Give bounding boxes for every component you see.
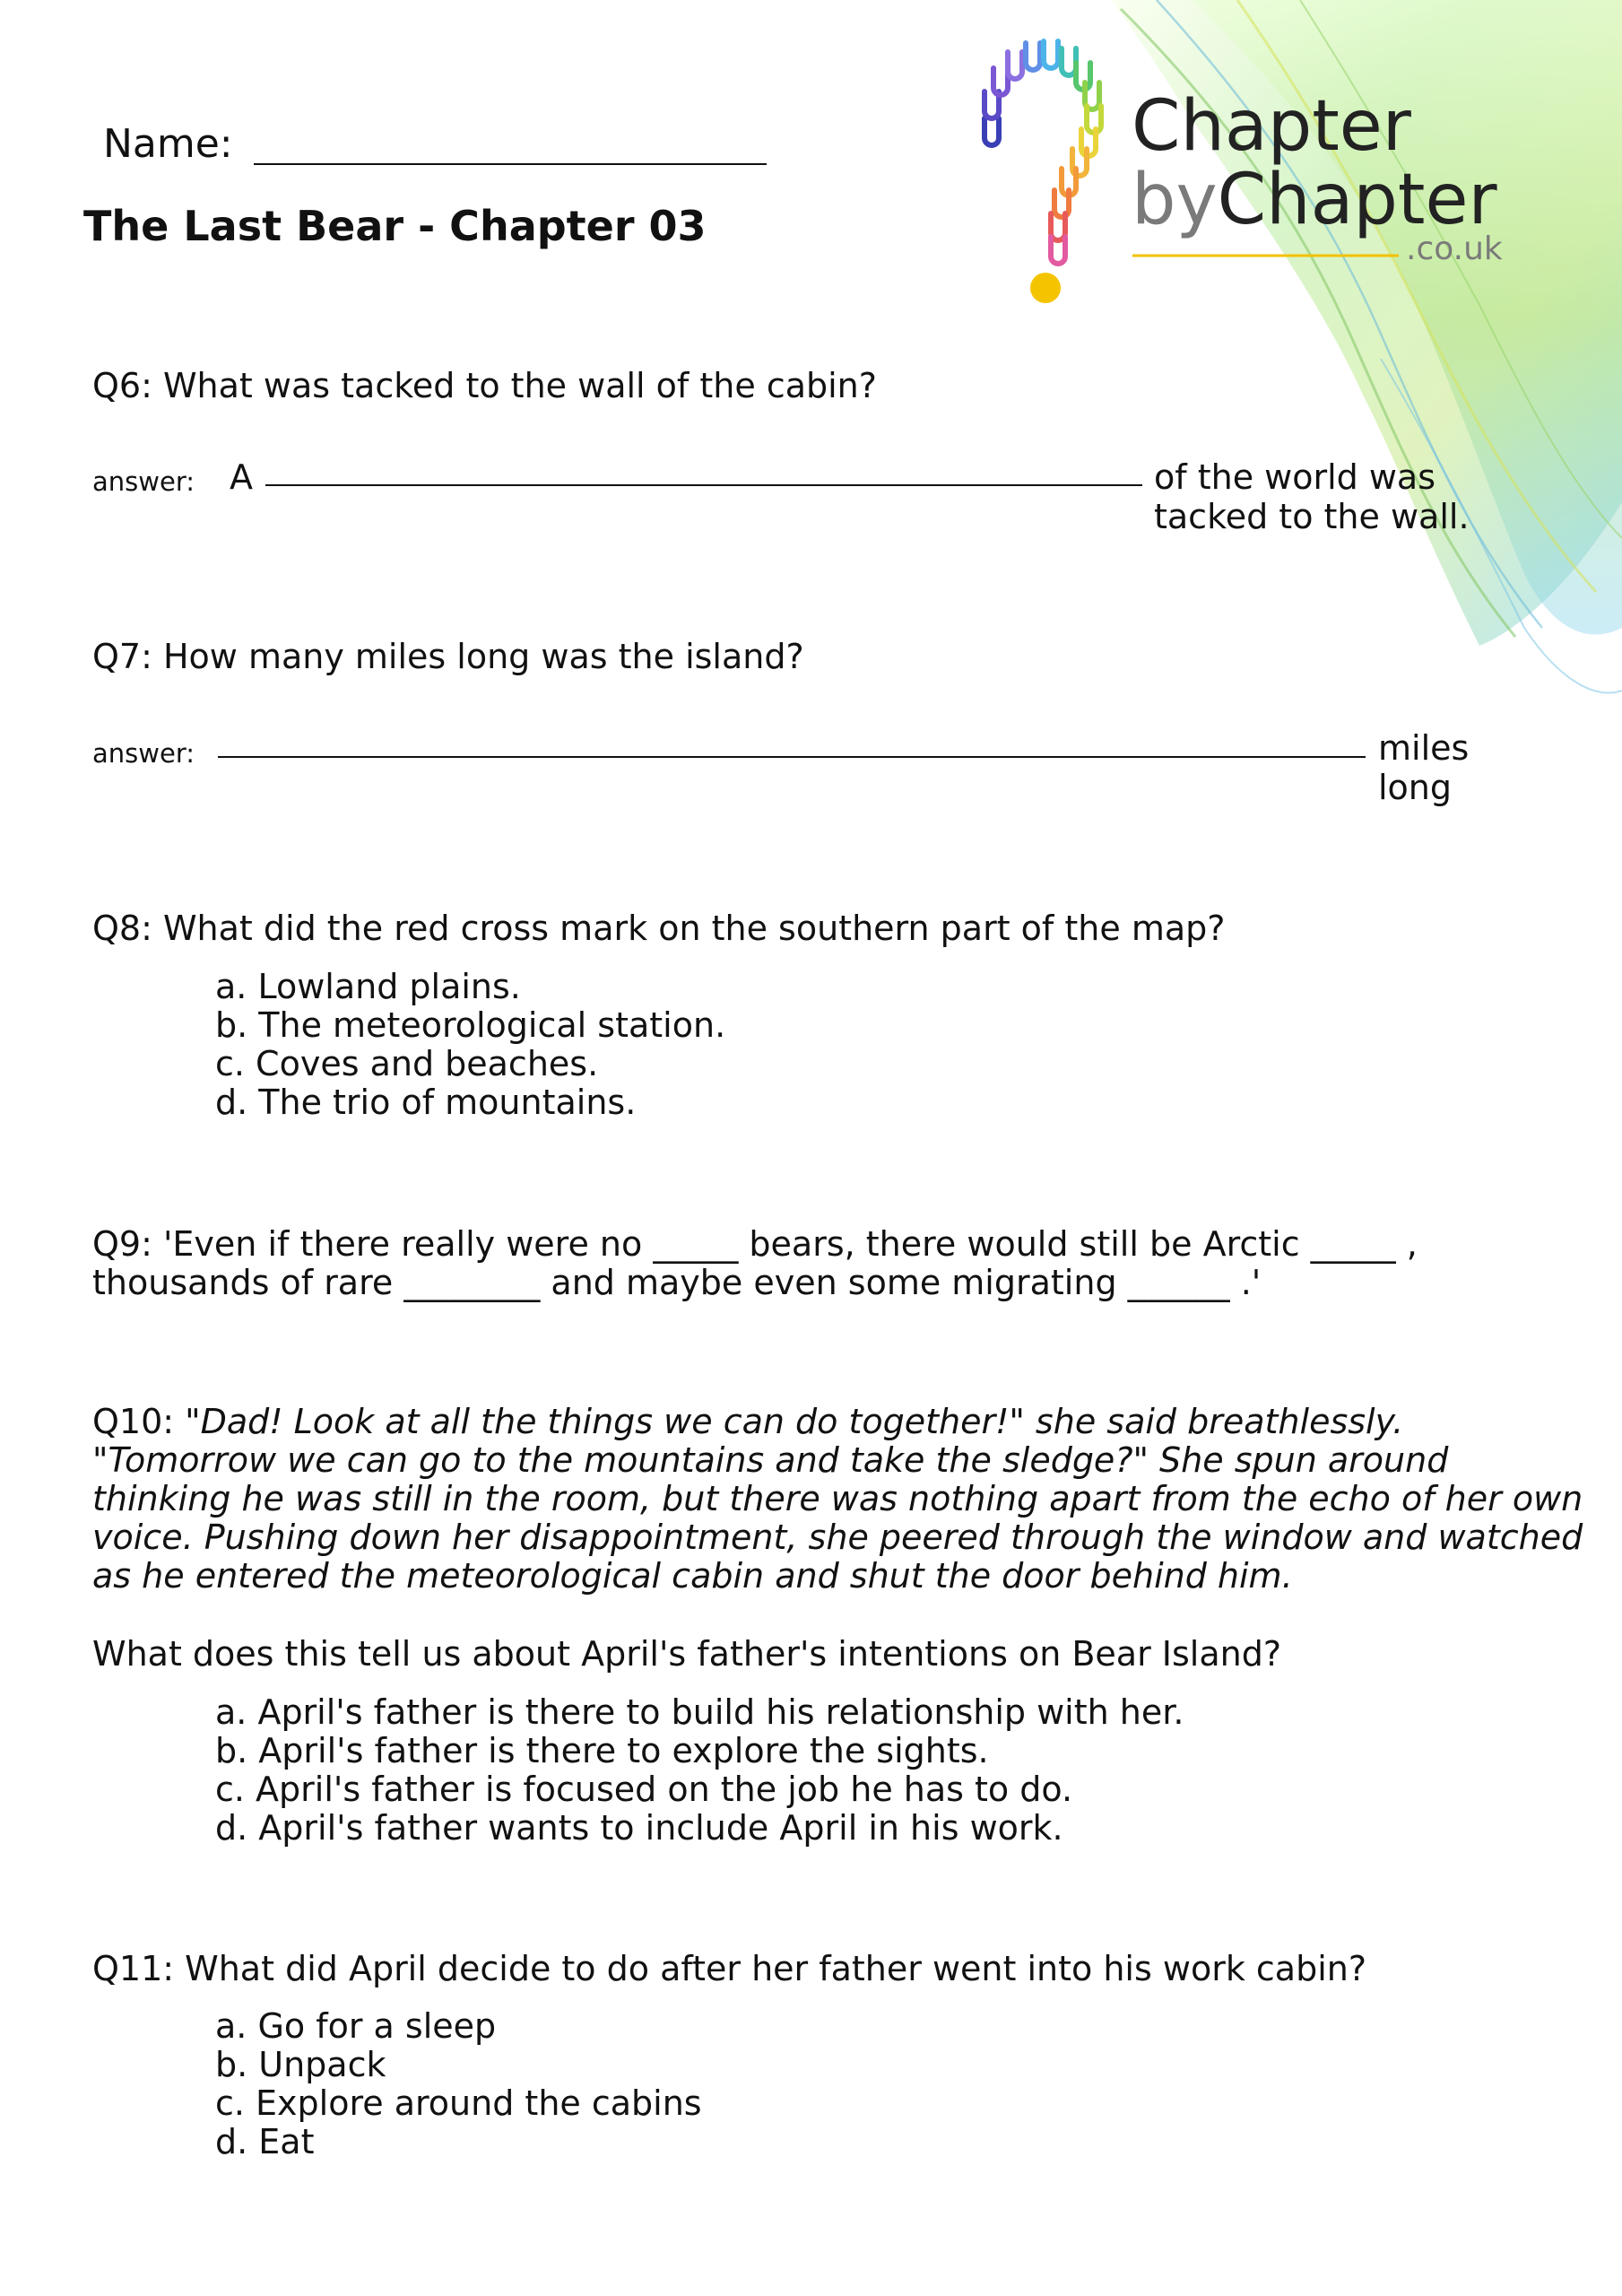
q10-passage-line-1 xyxy=(92,1402,1403,1441)
logo-domain-text: .co.uk xyxy=(1406,230,1503,267)
q6-answer-suffix-1: of the world was xyxy=(1154,457,1436,497)
q7-answer-suffix-2: long xyxy=(1378,768,1453,807)
q7-answer-line[interactable] xyxy=(218,756,1366,758)
q6-answer-prefix: A xyxy=(230,457,253,497)
q11-option-d[interactable]: d. Eat xyxy=(215,2122,315,2161)
q8-option-a[interactable]: a. Lowland plains. xyxy=(215,967,521,1006)
q7-answer-suffix-1: miles xyxy=(1378,728,1470,768)
q10-passage-line-3: thinking he was still in the room, but there was nothing apart from the echo of her own xyxy=(92,1479,1583,1518)
q11-option-a[interactable]: a. Go for a sleep xyxy=(215,2006,497,2046)
logo-chapter-text: Chapter xyxy=(1132,86,1411,167)
q10-option-c[interactable]: c. April's father is focused on the job he has to do. xyxy=(215,1770,1073,1809)
q10-option-d[interactable]: d. April's father wants to include April in his work. xyxy=(215,1808,1063,1848)
q10-passage-text-1: "Dad! Look at all the things we can do together!" she said breathlessly. xyxy=(185,1402,1404,1441)
q8-option-c[interactable]: c. Coves and beaches. xyxy=(215,1044,599,1083)
q6-answer-suffix-2: tacked to the wall. xyxy=(1154,497,1470,536)
q8-option-b[interactable]: b. The meteorological station. xyxy=(215,1005,726,1045)
q10-label: Q10: xyxy=(92,1402,186,1441)
q11-option-c[interactable]: c. Explore around the cabins xyxy=(215,2083,702,2123)
q10-passage-line-4: voice. Pushing down her disappointment, she peered through the window and watched xyxy=(92,1518,1583,1557)
name-input-line[interactable] xyxy=(254,163,767,165)
q10-passage-line-2: "Tomorrow we can go to the mountains and take the sledge?" She spun around xyxy=(92,1440,1449,1480)
q7-question: Q7: How many miles long was the island? xyxy=(92,637,804,676)
q10-option-a[interactable]: a. April's father is there to build his relationship with her. xyxy=(215,1692,1184,1732)
q8-question: Q8: What did the red cross mark on the southern part of the map? xyxy=(92,909,1226,948)
logo-bychapter-text xyxy=(1132,161,1497,239)
q7-answer-label: answer: xyxy=(92,738,195,769)
q10-passage-line-5: as he entered the meteorological cabin and shut the door behind him. xyxy=(92,1556,1293,1596)
logo-dot xyxy=(1030,273,1061,303)
q6-question: Q6: What was tacked to the wall of the cabin? xyxy=(92,366,877,405)
logo-by-text: by xyxy=(1132,160,1218,240)
q6-answer-line[interactable] xyxy=(265,484,1142,486)
q9-line-2: thousands of rare ________ and maybe even some migrating ______ .' xyxy=(92,1263,1262,1302)
logo-chapter2-text: Chapter xyxy=(1217,160,1497,240)
q6-answer-label: answer: xyxy=(92,466,195,497)
q10-option-b[interactable]: b. April's father is there to explore the sights. xyxy=(215,1731,989,1770)
q11-option-b[interactable]: b. Unpack xyxy=(215,2045,386,2084)
q9-line-1: Q9: 'Even if there really were no _____ bears, there would still be Arctic _____ , xyxy=(92,1224,1418,1264)
q11-question: Q11: What did April decide to do after her father went into his work cabin? xyxy=(92,1949,1367,1988)
page-title: The Last Bear - Chapter 03 xyxy=(83,202,707,250)
logo-mark xyxy=(984,41,1101,264)
q8-option-d[interactable]: d. The trio of mountains. xyxy=(215,1083,637,1122)
q10-question: What does this tell us about April's father's intentions on Bear Island? xyxy=(92,1634,1282,1674)
name-label: Name: xyxy=(103,121,233,167)
